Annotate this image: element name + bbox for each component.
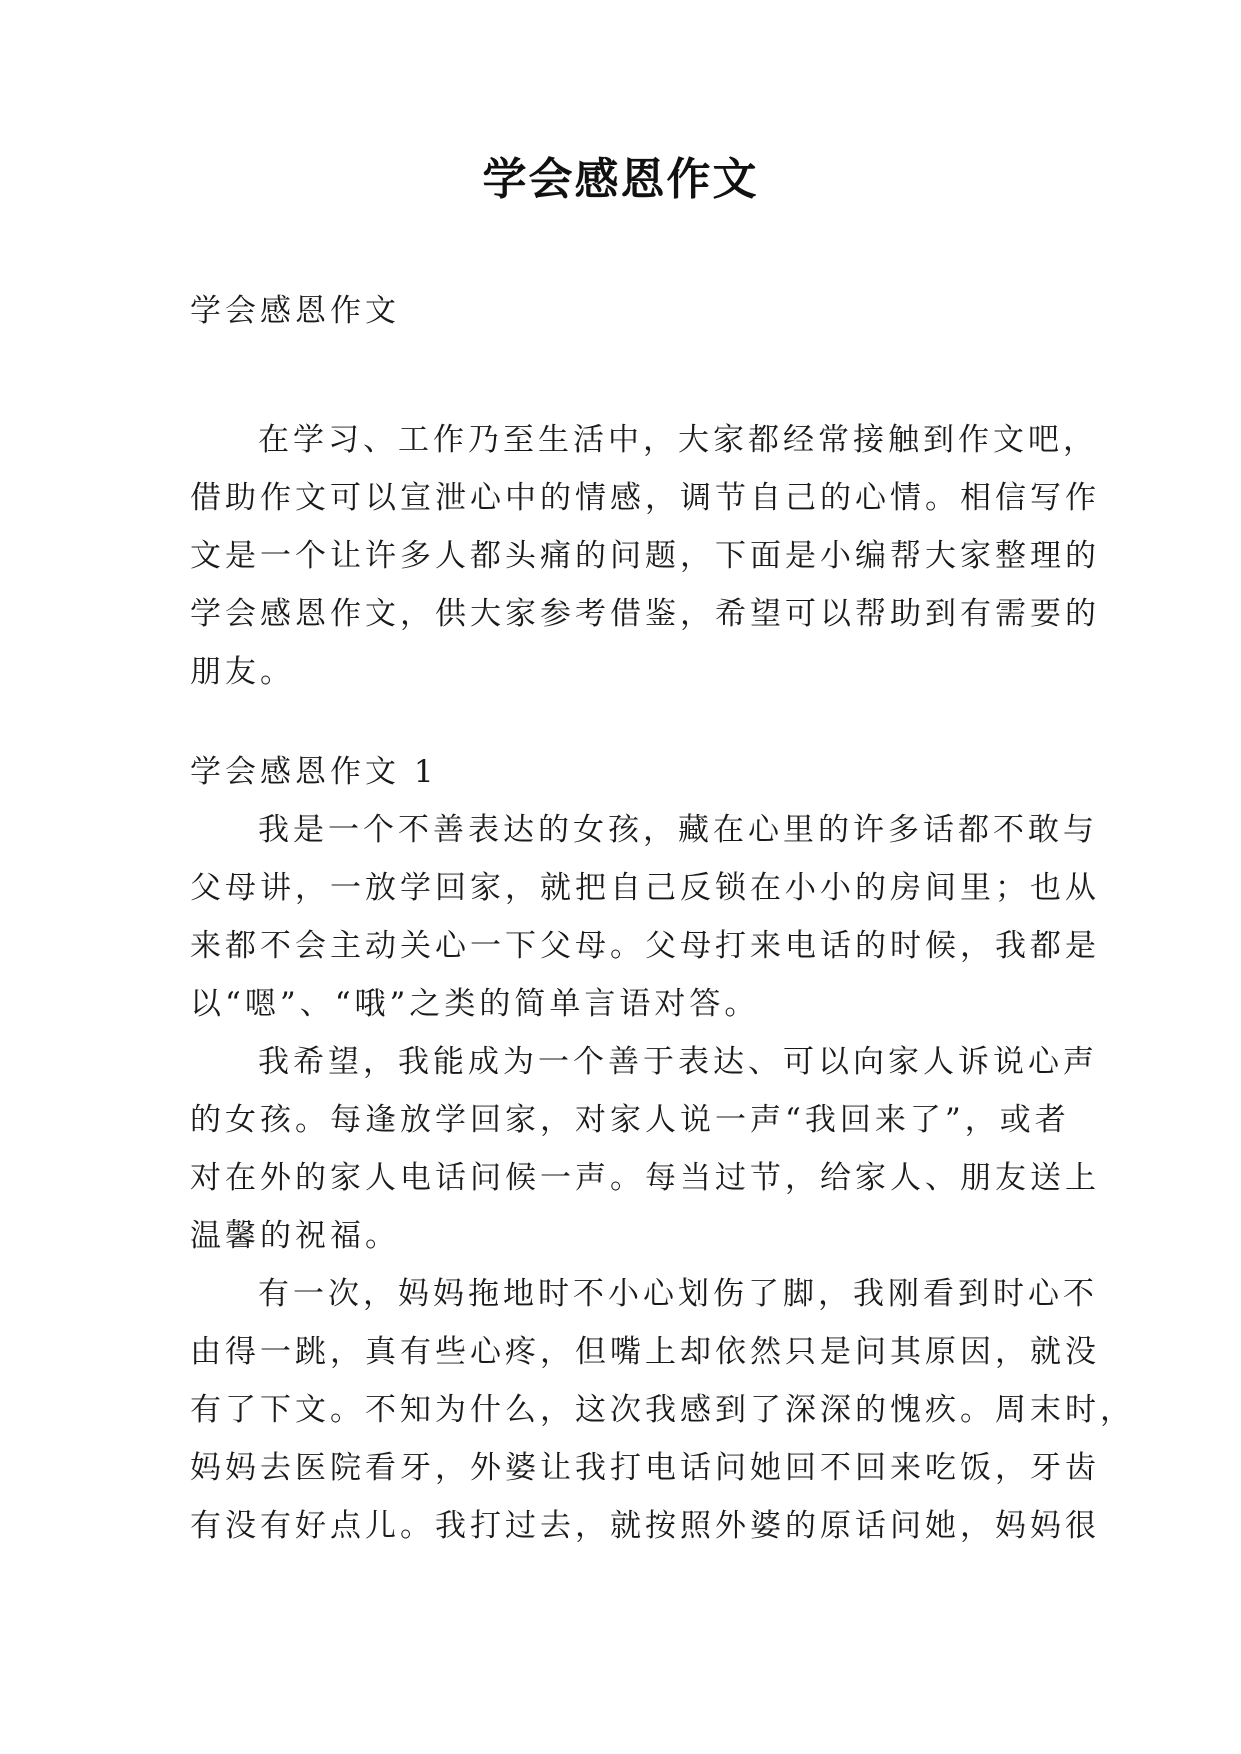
document-title: 学会感恩作文: [482, 154, 759, 205]
paragraph-line: 由得一跳，真有些心疼，但嘴上却依然只是问其原因，就没: [190, 1334, 1100, 1370]
paragraph-line: 以“嗯”、“哦”之类的简单言语对答。: [190, 986, 760, 1022]
spacer: [190, 340, 1058, 411]
intro-paragraph: [190, 411, 1100, 701]
paragraph-line: 文是一个让许多人都头痛的问题，下面是小编帮大家整理的: [190, 538, 1100, 574]
paragraph-line: 父母讲，一放学回家，就把自己反锁在小小的房间里；也从: [190, 870, 1100, 906]
spacer: [190, 701, 1058, 743]
paragraph-line: 在学习、工作乃至生活中，大家都经常接触到作文吧，: [258, 422, 1098, 458]
paragraph-line: 朋友。: [190, 654, 295, 690]
paragraph-3: [190, 1265, 1135, 1555]
document-subtitle: 学会感恩作文: [190, 293, 400, 329]
section-heading: 学会感恩作文 1: [190, 754, 438, 790]
paragraph-line: 我希望，我能成为一个善于表达、可以向家人诉说心声: [258, 1044, 1098, 1080]
paragraph-line: 对在外的家人电话问候一声。每当过节，给家人、朋友送上: [190, 1160, 1100, 1196]
paragraph-line: 有了下文。不知为什么，这次我感到了深深的愧疚。周末时，: [190, 1392, 1135, 1428]
paragraph-line: 妈妈去医院看牙，外婆让我打电话问她回不回来吃饭，牙齿: [190, 1450, 1100, 1486]
paragraph-line: 的女孩。每逢放学回家，对家人说一声“我回来了”，或者: [190, 1102, 1070, 1138]
paragraph-line: 有一次，妈妈拖地时不小心划伤了脚，我刚看到时心不: [258, 1276, 1098, 1312]
paragraph-line: 来都不会主动关心一下父母。父母打来电话的时候，我都是: [190, 928, 1100, 964]
paragraph-line: 学会感恩作文，供大家参考借鉴，希望可以帮助到有需要的: [190, 596, 1100, 632]
paragraph-1: [190, 801, 1100, 1033]
paragraph-line: 我是一个不善表达的女孩，藏在心里的许多话都不敢与: [258, 812, 1098, 848]
paragraph-line: 借助作文可以宣泄心中的情感，调节自己的心情。相信写作: [190, 480, 1100, 516]
document-body: [190, 282, 1135, 1555]
paragraph-2: [190, 1033, 1100, 1265]
paragraph-line: 温馨的祝福。: [190, 1218, 400, 1254]
paragraph-line: 有没有好点儿。我打过去，就按照外婆的原话问她，妈妈很: [190, 1508, 1100, 1544]
